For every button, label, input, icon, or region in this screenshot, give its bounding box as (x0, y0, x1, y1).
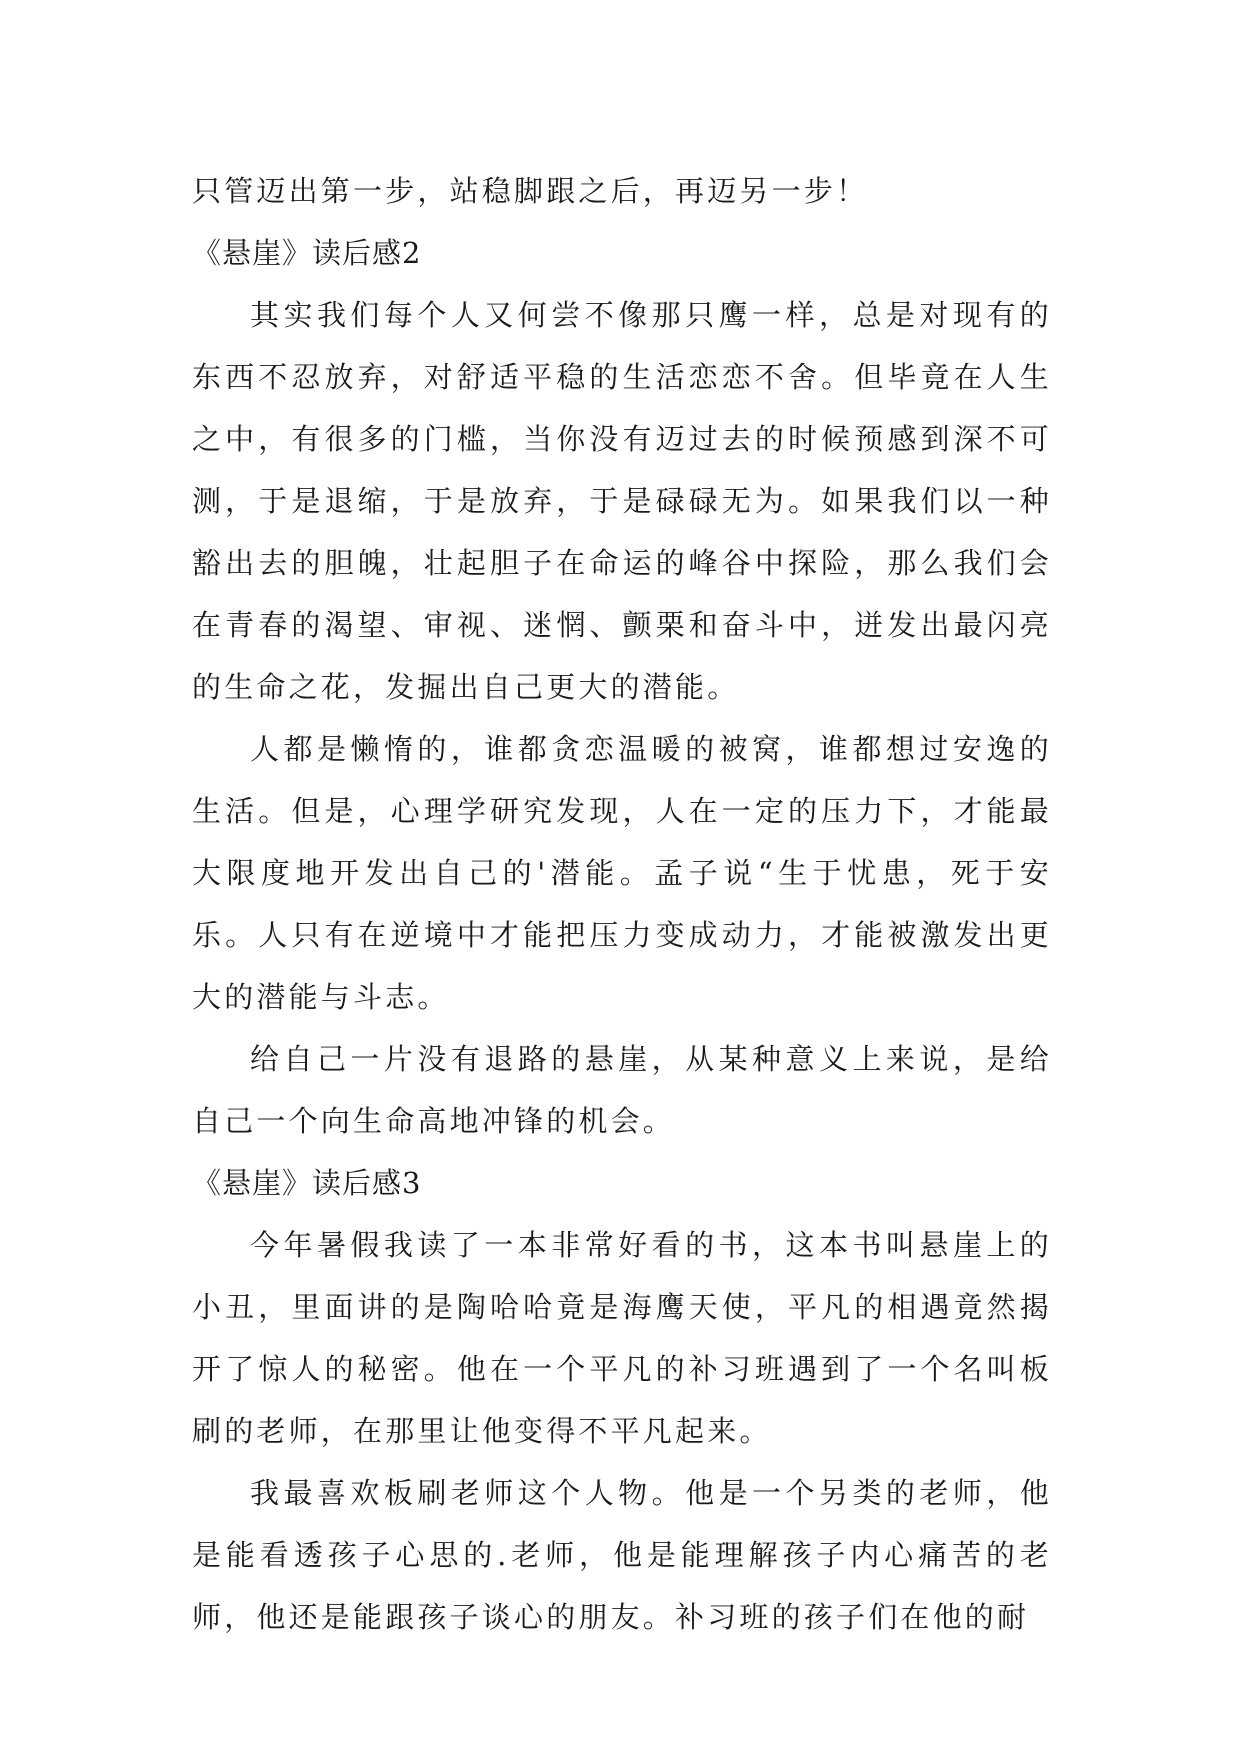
lead-line: 只管迈出第一步，站稳脚跟之后，再迈另一步！ (192, 174, 869, 208)
paragraph: 给自己一片没有退路的悬崖，从某种意义上来说，是给自己一个向生命高地冲锋的机会。 (192, 1042, 1052, 1138)
paragraph: 我最喜欢板刷老师这个人物。他是一个另类的老师，他是能看透孩子心思的.老师，他是能理解孩子内心痛苦的老师，他还是能跟孩子谈心的朋友。补习班的孩子们在他的耐 (192, 1476, 1052, 1634)
section-heading: 《悬崖》读后感3 (192, 1166, 422, 1200)
paragraph: 今年暑假我读了一本非常好看的书，这本书叫悬崖上的小丑，里面讲的是陶哈哈竟是海鹰天使，平凡的相遇竟然揭开了惊人的秘密。他在一个平凡的补习班遇到了一个名叫板刷的老师，在那里让他变得不平凡起来。 (192, 1228, 1052, 1448)
document-body (192, 160, 1052, 1648)
paragraph: 人都是懒惰的，谁都贪恋温暖的被窝，谁都想过安逸的生活。但是，心理学研究发现，人在一定的压力下，才能最大限度地开发出自己的'潜能。孟子说“生于忧患，死于安乐。人只有在逆境中才能把压力变成动力，才能被激发出更大的潜能与斗志。 (192, 732, 1052, 1014)
paragraph: 其实我们每个人又何尝不像那只鹰一样，总是对现有的东西不忍放弃，对舒适平稳的生活恋恋不舍。但毕竟在人生之中，有很多的门槛，当你没有迈过去的时候预感到深不可测，于是退缩，于是放弃，于是碌碌无为。如果我们以一种豁出去的胆魄，壮起胆子在命运的峰谷中探险，那么我们会在青春的渴望、审视、迷惘、颤栗和奋斗中，迸发出最闪亮的生命之花，发掘出自己更大的潜能。 (192, 298, 1052, 704)
section-heading: 《悬崖》读后感2 (192, 236, 422, 270)
